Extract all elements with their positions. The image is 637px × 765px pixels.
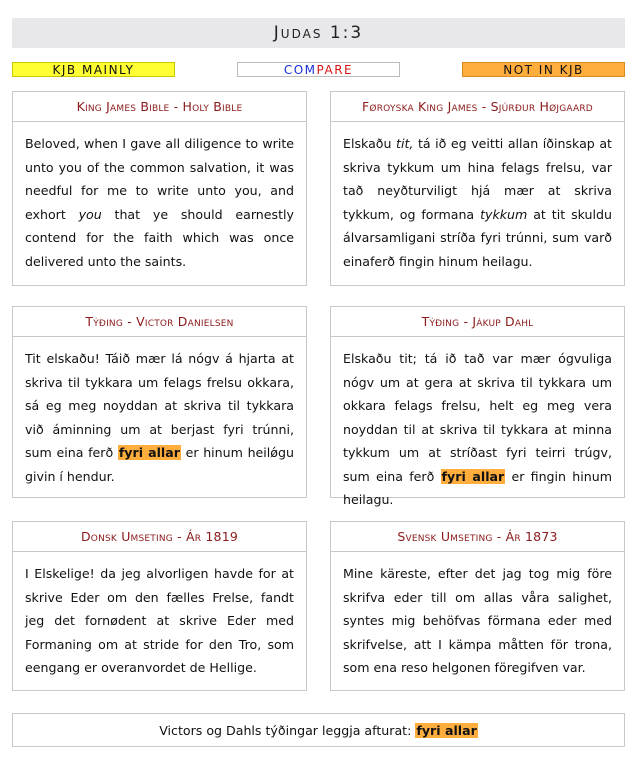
verse-text: Elskaðu	[343, 136, 397, 151]
panel-jakup-text	[331, 337, 624, 520]
panel-donsk-heading: Donsk Umseting - Ár 1819	[13, 522, 306, 552]
panel-victor-text	[13, 337, 306, 496]
panel-kjb	[12, 91, 307, 286]
panel-victor	[12, 306, 307, 498]
footer-note	[12, 713, 625, 747]
panel-foroyska	[330, 91, 625, 286]
verse-text: Tit elskaðu! Táið mær lá nógv á hjarta at skriva til tykkara um felags frelsu okkara, sá eg meg noyddan at skriva til tykkara við áminning um at berjast fyri trúnni, sum eina ferð	[25, 351, 294, 460]
panel-jakup-heading: Týðing - Jákup Dahl	[331, 307, 624, 337]
verse-text: er hinum heilǿgu givin í hendur.	[25, 445, 294, 484]
verse-text: er fingin hinum heilagu.	[343, 468, 612, 507]
footer-text: Victors og Dahls týðingar leggja afturat:	[159, 722, 416, 738]
panel-foroyska-heading: Føroyska King James - Sjúrður Højgaard	[331, 92, 624, 122]
verse-text: tá ið eg veitti allan íðinskap at skriva tykkum um hina felags frelsu, var tað neyðturviligt hjá mær at skriva tykkum, og formana	[343, 136, 612, 222]
panel-donsk	[12, 521, 307, 691]
panel-victor-heading: Týðing - Victor Danielsen	[13, 307, 306, 337]
kjb-mainly-button[interactable]: KJB MAINLY	[12, 62, 175, 77]
panel-foroyska-text	[331, 122, 624, 281]
highlight-fyri-allar: fyri allar	[441, 468, 505, 484]
page-title: Judas 1:3	[12, 18, 625, 48]
verse-italic: tit,	[396, 136, 414, 151]
panel-svensk-heading: Svensk Umseting - Ár 1873	[331, 522, 624, 552]
verse-text: Elskaðu tit; tá ið tað var mær ógvuliga nógv um at gera at skriva til tykkara um okkara felags frelsu, helt eg meg vera noyddan til at skriva til tykkara at minna tykkum um at stríðast fyri teirri trúgv, sum eina ferð	[343, 351, 612, 484]
highlight-fyri-allar: fyri allar	[118, 445, 180, 460]
panel-svensk	[330, 521, 625, 691]
compare-label-blue: COM	[283, 62, 317, 77]
verse-text: that ye should earnestly contend for the faith which was once delivered unto the saints.	[25, 206, 294, 269]
not-in-kjb-button[interactable]: NOT IN KJB	[462, 62, 625, 77]
footer-highlight: fyri allar	[416, 722, 477, 738]
panel-svensk-text: Mine käreste, efter det jag tog mig före skrifva eder till om allas våra salighet, syntes mig behöfvas förmana eder med skrifvelse, att I kämpa måtten för trona, som ena reso helgonen föregifven var.	[343, 566, 612, 675]
panel-kjb-text	[13, 122, 306, 281]
verse-text: at tit skuldu álvarsamligani stríða fyri trúnni, sum varð einaferð fingin hinum heilagu.	[343, 206, 612, 269]
panel-donsk-text: I Elskelige! da jeg alvorligen havde for at skrive Eder om den fælles Frelse, fandt jeg det fornødent at skrive Eder med Formaning om at stride for den Tro, som eengang er overanvordet de Hellige.	[25, 566, 294, 675]
compare-button[interactable]	[237, 62, 400, 77]
verse-text: Beloved, when I gave all diligence to write unto you of the common salvation, it was needful for me to write unto you, and exhort	[25, 136, 294, 222]
panel-jakup	[330, 306, 625, 507]
verse-italic: tykkum	[480, 206, 528, 222]
compare-label-red: PARE	[316, 62, 354, 77]
verse-italic: you	[78, 206, 102, 222]
panel-kjb-heading: King James Bible - Holy Bible	[13, 92, 306, 122]
